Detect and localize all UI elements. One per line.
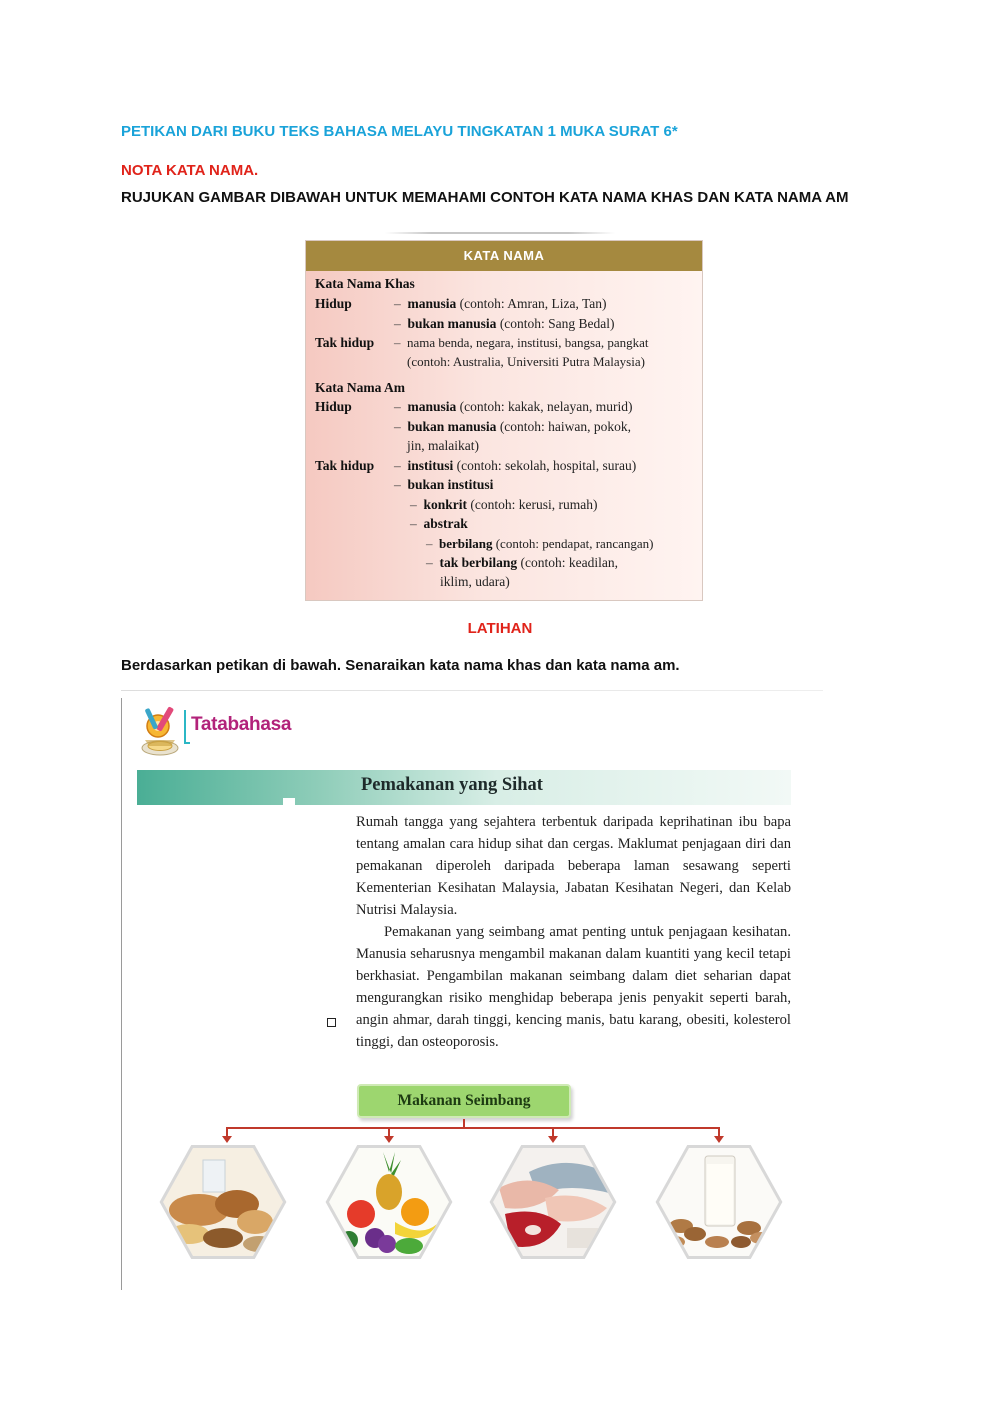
excerpt-paragraph-2: Pemakanan yang seimbang amat penting untuk penjagaan kesihatan. Manusia seharusnya mengambil makanan dalam kuantiti yang kecil tetapi berkhasiat. Pengambilan makanan seimbang dalam diet seharian dapat mengurangkan risiko menghidap beberapa jenis penyakit seperti barah, angin ahmar, darah tinggi, kencing manis, batu karang, obesiti, kolesterol tinggi, dan osteoporosis. [356,924,791,1050]
am-konkrit: – konkrit (contoh: kerusi, rumah) [410,497,598,512]
checkbox-marker [327,1018,336,1027]
excerpt-left-border [121,698,122,1290]
diagram-stem [463,1119,465,1127]
makanan-seimbang-label: Makanan Seimbang [357,1084,571,1118]
excerpt-title: Pemakanan yang Sihat [361,775,543,795]
diagram-arrow-4 [718,1127,720,1137]
excerpt-top-border [121,690,823,691]
am-berbilang: – berbilang (contoh: pendapat, rancangan) [426,536,654,551]
am-institusi: – institusi (contoh: sekolah, hospital, surau) [394,458,637,473]
latihan-title: LATIHAN [467,620,533,637]
am-tak-berbilang: – tak berbilang (contoh: keadilan, [426,555,618,570]
khas-heading: Kata Nama Khas [315,276,415,291]
am-abstrak: – abstrak [410,516,468,531]
grains-image [159,1142,287,1262]
am-tak-berbilang-cont: iklim, udara) [440,574,510,589]
source-heading: PETIKAN DARI BUKU TEKS BAHASA MELAYU TINGKATAN 1 MUKA SURAT 6* [121,123,678,140]
title-bar-notch [283,798,295,805]
am-heading: Kata Nama Am [315,380,405,395]
diagram-arrow-1 [226,1127,228,1137]
khas-tak-hidup-example: (contoh: Australia, Universiti Putra Malaysia) [407,354,645,369]
milk-nuts-image [655,1142,783,1262]
am-bukan-institusi: – bukan institusi [394,477,494,492]
kata-nama-header: KATA NAMA [306,241,702,271]
am-tak-hidup-label: Tak hidup [315,458,375,473]
khas-hidup-bukan-manusia: – bukan manusia (contoh: Sang Bedal) [394,316,615,331]
khas-hidup-manusia: – manusia (contoh: Amran, Liza, Tan) [394,296,607,311]
am-hidup-label: Hidup [315,399,352,414]
tatabahasa-icon [135,702,185,758]
rujukan-instruction: RUJUKAN GAMBAR DIBAWAH UNTUK MEMAHAMI CONTOH KATA NAMA KHAS DAN KATA NAMA AM [121,189,849,206]
fruits-vegetables-image [325,1142,453,1262]
textbook-excerpt [121,690,823,1290]
nota-title: NOTA KATA NAMA. [121,162,259,179]
kata-nama-top-rule [385,232,615,234]
khas-hidup-label: Hidup [315,296,352,311]
khas-tak-hidup-label: Tak hidup [315,335,375,350]
diagram-arrow-3 [552,1127,554,1137]
meat-fish-image [489,1142,617,1262]
tatabahasa-bracket [184,710,190,744]
diagram-arrow-2 [388,1127,390,1137]
am-hidup-manusia: – manusia (contoh: kakak, nelayan, murid) [394,399,633,414]
latihan-instruction: Berdasarkan petikan di bawah. Senaraikan kata nama khas dan kata nama am. [121,657,680,674]
kata-nama-box [305,240,703,601]
am-hidup-bukan-manusia-cont: jin, malaikat) [407,438,479,453]
excerpt-paragraph-1: Rumah tangga yang sejahtera terbentuk daripada keprihatinan ibu bapa tentang amalan cara hidup sihat dan cergas. Maklumat penjagaan diri dan pemakanan diperoleh daripada beberapa laman sesawang seperti Kementerian Kesihatan Malaysia, Jabatan Kesihatan Negeri, dan Kelab Nutrisi Malaysia. [356,814,791,918]
diagram-branch-line [226,1127,720,1129]
khas-tak-hidup-desc: – nama benda, negara, institusi, bangsa, pangkat [394,335,649,350]
am-hidup-bukan-manusia: – bukan manusia (contoh: haiwan, pokok, [394,419,632,434]
tatabahasa-label: Tatabahasa [191,714,292,735]
